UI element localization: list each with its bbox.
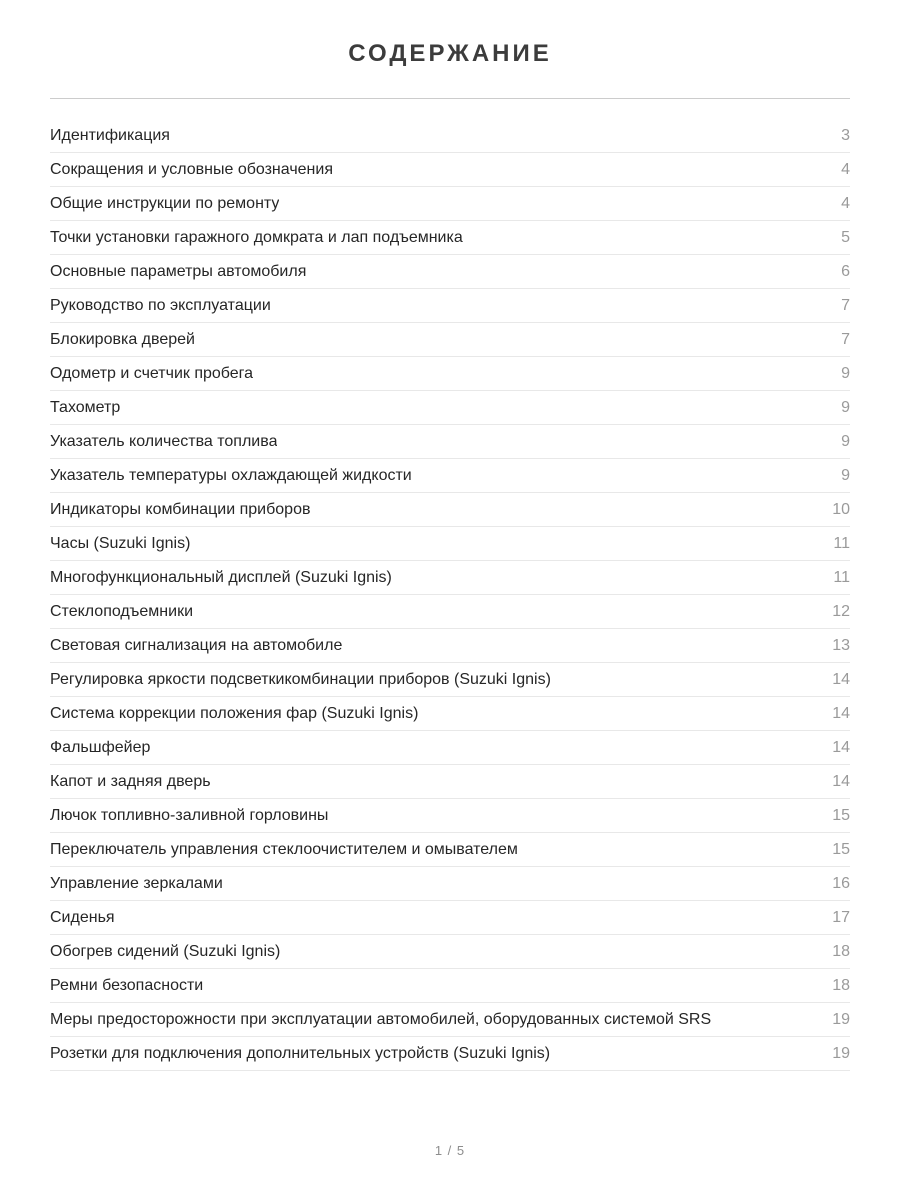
toc-entry[interactable] — [50, 697, 850, 731]
toc-entry[interactable] — [50, 629, 850, 663]
toc-entry[interactable] — [50, 867, 850, 901]
toc-entry-page-number: 14 — [832, 738, 850, 756]
title-divider — [50, 98, 850, 99]
toc-entry-label: Регулировка яркости подсветкикомбинации приборов (Suzuki Ignis) — [50, 670, 551, 688]
toc-entry-label: Световая сигнализация на автомобиле — [50, 636, 343, 654]
toc-entry-label: Часы (Suzuki Ignis) — [50, 534, 191, 552]
toc-entry[interactable] — [50, 289, 850, 323]
toc-entry-page-number: 15 — [832, 806, 850, 824]
toc-entry-label: Основные параметры автомобиля — [50, 262, 307, 280]
toc-entry[interactable] — [50, 391, 850, 425]
toc-entry-label: Капот и задняя дверь — [50, 772, 211, 790]
toc-entry[interactable] — [50, 1003, 850, 1037]
toc-entry-page-number: 5 — [841, 228, 850, 246]
toc-entry-page-number: 18 — [832, 976, 850, 994]
toc-entry-page-number: 9 — [841, 432, 850, 450]
toc-entry-page-number: 7 — [841, 296, 850, 314]
toc-entry[interactable] — [50, 765, 850, 799]
toc-entry-label: Указатель количества топлива — [50, 432, 278, 450]
toc-entry-label: Розетки для подключения дополнительных устройств (Suzuki Ignis) — [50, 1044, 551, 1062]
toc-entry-label: Система коррекции положения фар (Suzuki Ignis) — [50, 704, 419, 722]
toc-entry-page-number: 14 — [832, 704, 850, 722]
toc-entry-label: Тахометр — [50, 398, 121, 416]
toc-entry[interactable] — [50, 901, 850, 935]
toc-entry-label: Многофункциональный дисплей (Suzuki Ignis) — [50, 568, 392, 586]
toc-entry-page-number: 18 — [832, 942, 850, 960]
toc-entry[interactable] — [50, 425, 850, 459]
toc-entry-label: Стеклоподъемники — [50, 602, 193, 620]
toc-entry-page-number: 11 — [833, 534, 850, 552]
toc-entry-page-number: 19 — [832, 1044, 850, 1062]
toc-entry[interactable] — [50, 1037, 850, 1071]
toc-entry-page-number: 15 — [832, 840, 850, 858]
toc-entry[interactable] — [50, 663, 850, 697]
toc-entry-page-number: 13 — [832, 636, 850, 654]
toc-entry[interactable] — [50, 799, 850, 833]
toc-entry[interactable] — [50, 731, 850, 765]
toc-entry-page-number: 14 — [832, 772, 850, 790]
toc-entry[interactable] — [50, 833, 850, 867]
toc-entry[interactable] — [50, 255, 850, 289]
toc-entry-page-number: 11 — [833, 568, 850, 586]
toc-entry[interactable] — [50, 493, 850, 527]
toc-entry-label: Одометр и счетчик пробега — [50, 364, 254, 382]
toc-entry-label: Ремни безопасности — [50, 976, 204, 994]
toc-entry-page-number: 7 — [841, 330, 850, 348]
toc-entry-label: Управление зеркалами — [50, 874, 223, 892]
toc-entry[interactable] — [50, 357, 850, 391]
toc-list — [50, 119, 850, 1071]
toc-entry-page-number: 19 — [832, 1010, 850, 1028]
toc-entry-label: Обогрев сидений (Suzuki Ignis) — [50, 942, 281, 960]
toc-entry-label: Лючок топливно-заливной горловины — [50, 806, 329, 824]
toc-entry[interactable] — [50, 935, 850, 969]
toc-entry-label: Фальшфейер — [50, 738, 151, 756]
toc-entry-label: Переключатель управления стеклоочистителем и омывателем — [50, 840, 518, 858]
toc-entry-page-number: 4 — [841, 160, 850, 178]
toc-entry-page-number: 14 — [832, 670, 850, 688]
toc-entry-label: Указатель температуры охлаждающей жидкости — [50, 466, 412, 484]
toc-entry[interactable] — [50, 969, 850, 1003]
toc-entry[interactable] — [50, 459, 850, 493]
toc-entry-page-number: 9 — [841, 466, 850, 484]
toc-entry[interactable] — [50, 221, 850, 255]
toc-entry-page-number: 3 — [841, 126, 850, 144]
toc-entry-label: Идентификация — [50, 126, 170, 144]
toc-entry-label: Блокировка дверей — [50, 330, 195, 348]
toc-entry-label: Сиденья — [50, 908, 115, 926]
toc-entry-page-number: 9 — [841, 364, 850, 382]
toc-entry[interactable] — [50, 595, 850, 629]
toc-entry-page-number: 6 — [841, 262, 850, 280]
toc-entry-label: Общие инструкции по ремонту — [50, 194, 280, 212]
toc-entry-label: Индикаторы комбинации приборов — [50, 500, 311, 518]
toc-entry-page-number: 17 — [832, 908, 850, 926]
toc-entry-page-number: 10 — [832, 500, 850, 518]
toc-entry-page-number: 9 — [841, 398, 850, 416]
toc-entry[interactable] — [50, 323, 850, 357]
toc-entry[interactable] — [50, 561, 850, 595]
toc-entry-label: Точки установки гаражного домкрата и лап подъемника — [50, 228, 463, 246]
page-title: СОДЕРЖАНИЕ — [348, 40, 552, 67]
toc-entry-label: Сокращения и условные обозначения — [50, 160, 333, 178]
toc-entry[interactable] — [50, 153, 850, 187]
page-indicator: 1 / 5 — [434, 1143, 466, 1158]
toc-entry-label: Меры предосторожности при эксплуатации автомобилей, оборудованных системой SRS — [50, 1010, 712, 1028]
toc-entry-page-number: 16 — [832, 874, 850, 892]
toc-entry-page-number: 4 — [841, 194, 850, 212]
toc-entry-page-number: 12 — [832, 602, 850, 620]
toc-entry-label: Руководство по эксплуатации — [50, 296, 271, 314]
toc-entry[interactable] — [50, 119, 850, 153]
toc-entry[interactable] — [50, 187, 850, 221]
toc-entry[interactable] — [50, 527, 850, 561]
